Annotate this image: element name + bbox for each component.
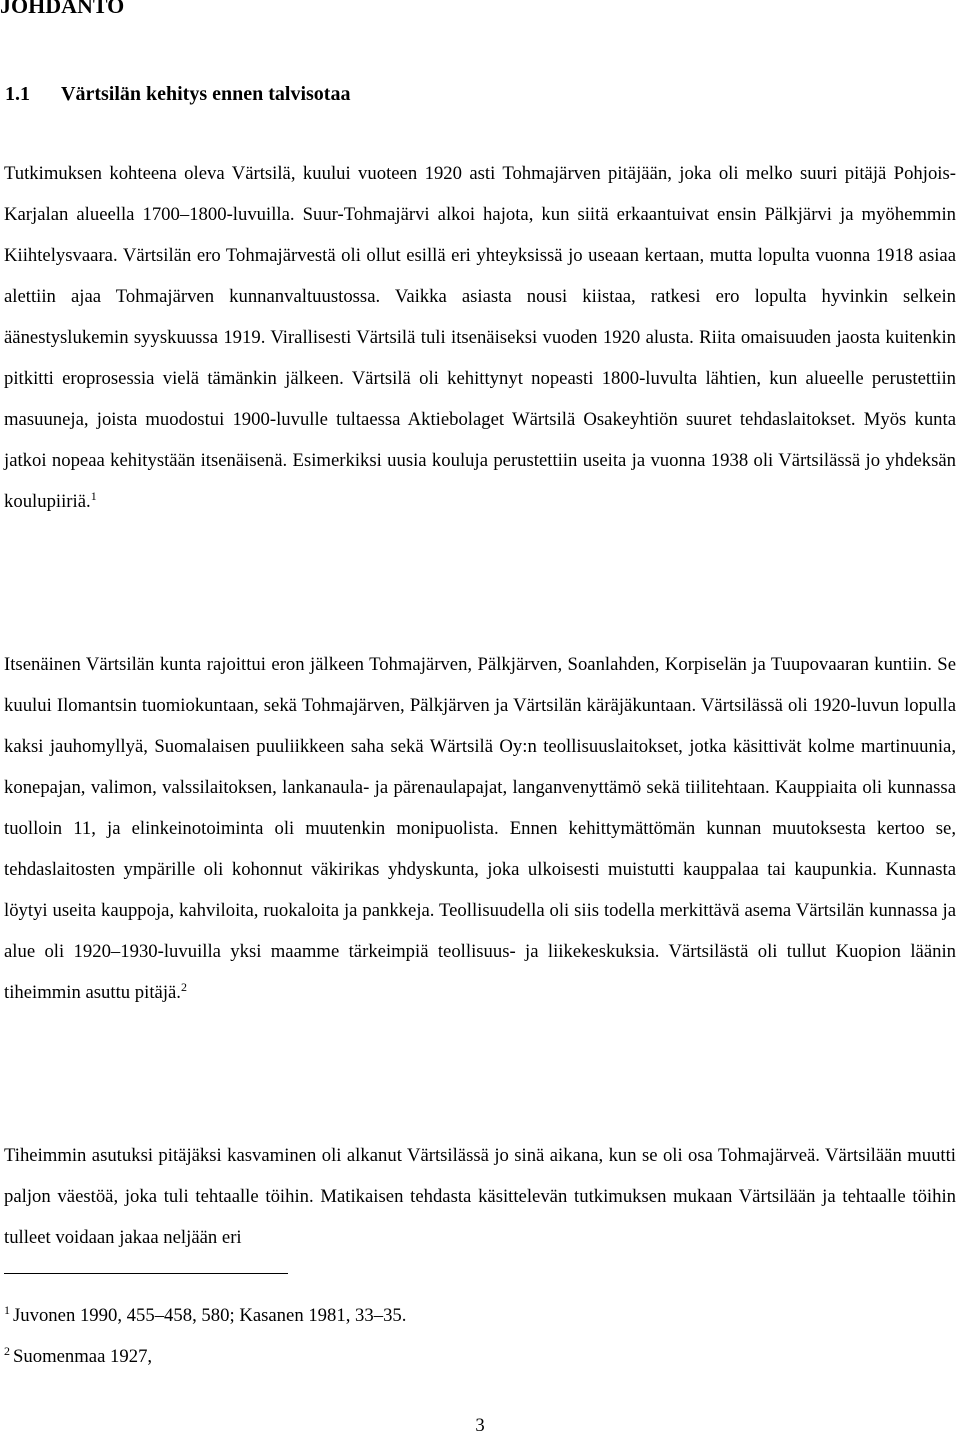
footnote-divider [4,1273,288,1274]
page-number: 3 [475,1415,485,1436]
paragraph-2-text: Itsenäinen Värtsilän kunta rajoittui eron jälkeen Tohmajärven, Pälkjärven, Soanlahden, Korpiselän ja Tuupovaaran kuntiin. Se kuului Ilomantsin tuomiokuntaan, sekä Tohmajärven, Pälkjärven ja Värtsilän käräjäkuntaan. Värtsilässä oli 1920-luvun lopulla kaksi jauhomyllyä, Suomalaisen puuliikkeen saha sekä Wärtsilä Oy:n teollisuuslaitokset, jotka käsittivät kolme martinuunia, konepajan, valimon, valssilaitoksen, lankanaula- ja pärenaulapajat, langanvenyttämö sekä tiilitehtaan. Kauppiaita oli kunnassa tuolloin 11, ja elinkeinotoiminta oli muutenkin monipuolista. Ennen kehittymättömän kunnan muutoksesta kertoo se, tehdaslaitosten ympärille oli kohonnut väkirikas yhdyskunta, joka ulkoisesti muistutti kauppalaa tai kaupunkia. Kunnasta löytyi useita kauppoja, kahviloita, ruokaloita ja pankkeja. Teollisuudella oli siis todella merkittävä asema Värtsilän kunnassa ja alue oli 1920–1930-luvuilla yksi maamme tärkeimpiä teollisuus- ja liikekeskuksia. Värtsilästä oli tullut Kuopion läänin tiheimmin asuttu pitäjä. [4,654,956,1003]
footnote-ref-1: 1 [90,489,97,503]
paragraph-3 [4,1135,956,1258]
footnote-2 [4,1345,152,1369]
footnote-1 [4,1304,406,1328]
paragraph-3-text: Tiheimmin asutuksi pitäjäksi kasvaminen oli alkanut Värtsilässä jo sinä aikana, kun se oli osa Tohmajärveä. Värtsilään muutti paljon väestöä, joka tuli tehtaalle töihin. Matikaisen tehdasta käsittelevän tutkimuksen mukaan Värtsilään ja tehtaalle töihin tulleet voidaan jakaa neljään eri [4,1145,956,1248]
paragraph-2 [4,644,956,1013]
paragraph-1-text: Tutkimuksen kohteena oleva Värtsilä, kuului vuoteen 1920 asti Tohmajärven pitäjään, joka oli melko suuri pitäjä Pohjois-Karjalan alueella 1700–1800-luvuilla. Suur-Tohmajärvi alkoi hajota, kun siitä erkaantuivat ensin Pälkjärvi ja myöhemmin Kiihtelysvaara. Värtsilän ero Tohmajärvestä oli ollut esillä eri yhteyksissä jo useaan kertaan, mutta lopulta vuonna 1918 asiaa alettiin ajaa Tohmajärven kunnanvaltuustossa. Vaikka asiasta nousi kiistaa, ratkesi ero lopulta hyvinkin selkein äänestyslukemin syyskuussa 1919. Virallisesti Värtsilä tuli itsenäiseksi vuoden 1920 alusta. Riita omaisuuden jaosta kuitenkin pitkitti eroprosessia vielä tämänkin jälkeen. Värtsilä oli kehittynyt nopeasti 1800-luvulta lähtien, kun alueelle perustettiin masuuneja, joista muodostui 1900-luvulle tultaessa Aktiebolaget Wärtsilä Osakeyhtiön suuret tehdaslaitokset. Myös kunta jatkoi nopeaa kehitystään itsenäisenä. Esimerkiksi uusia kouluja perustettiin useita ja vuonna 1938 oli Värtsilässä jo yhdeksän koulupiiriä. [4,163,956,512]
section-title: Värtsilän kehitys ennen talvisotaa [61,83,351,105]
footnote-1-text: Juvonen 1990, 455–458, 580; Kasanen 1981, 33–35. [13,1305,407,1326]
footnote-ref-2: 2 [180,980,187,994]
footnote-2-mark: 2 [4,1344,10,1358]
section-heading [5,80,350,108]
paragraph-1 [4,153,956,522]
footnote-1-mark: 1 [4,1303,10,1317]
chapter-title: JOHDANTO [0,0,125,18]
section-number: 1.1 [5,83,30,105]
footnote-2-text: Suomenmaa 1927, [13,1346,153,1367]
